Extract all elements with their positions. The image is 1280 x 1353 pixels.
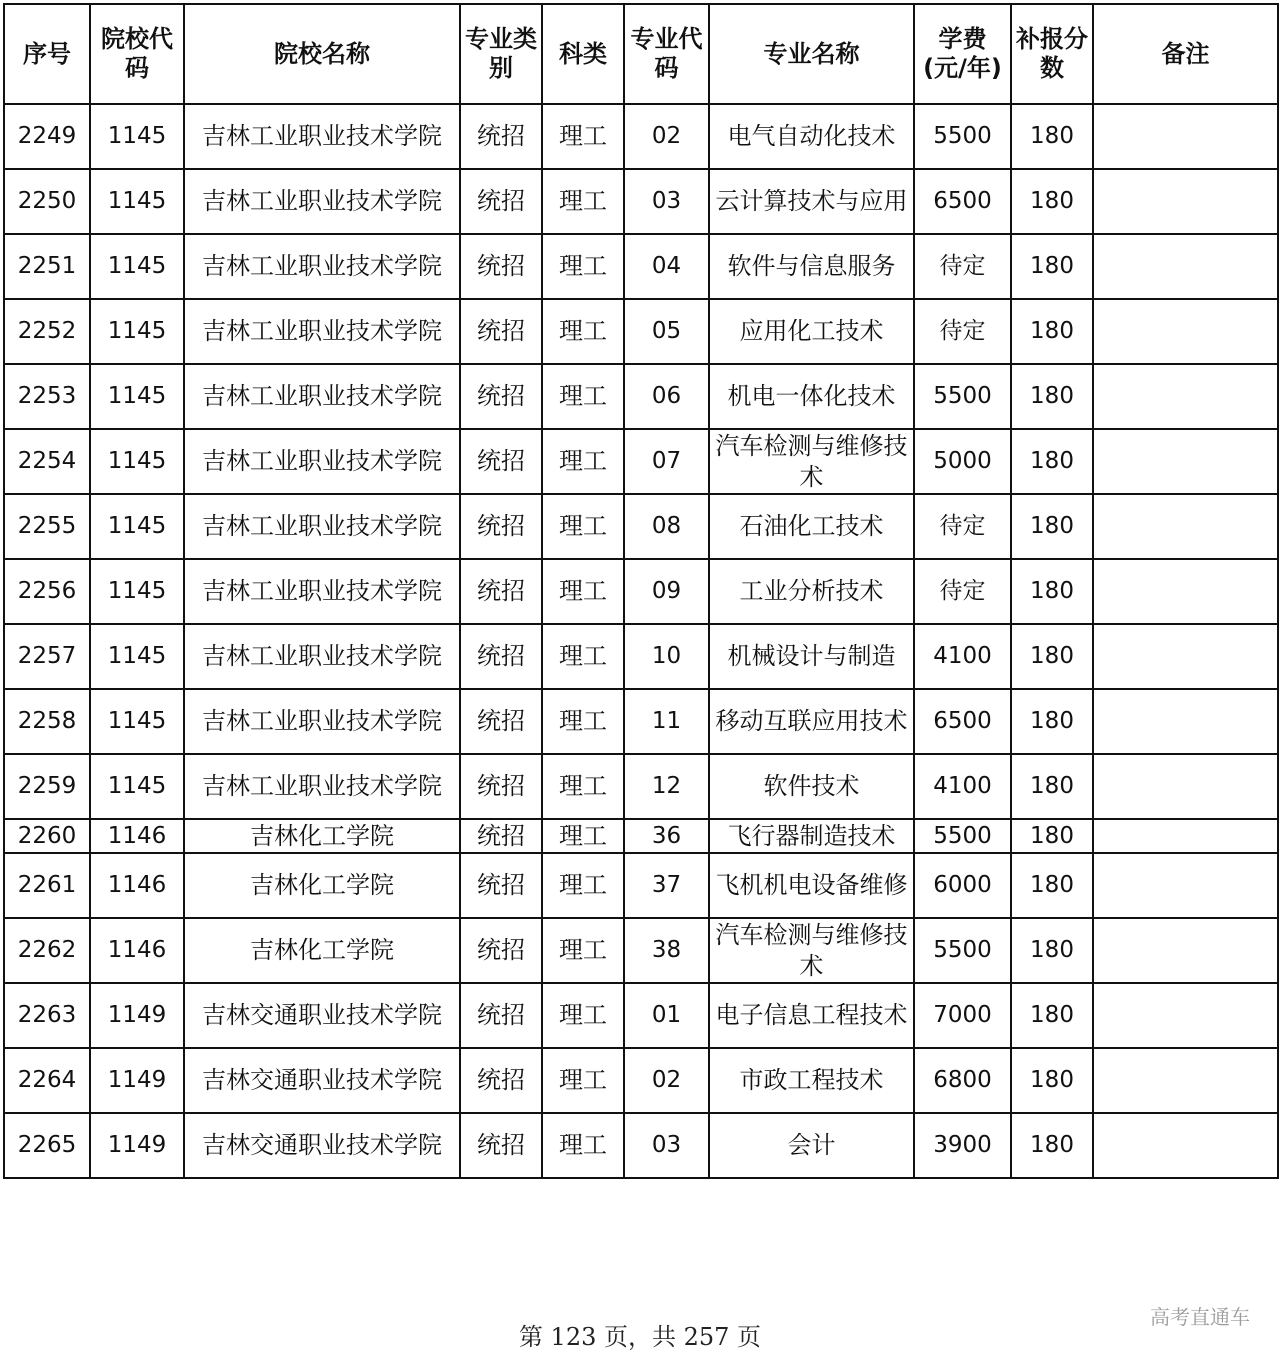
cell-school-code: 1145 (90, 624, 184, 689)
table-body (4, 104, 1278, 1178)
table-row (4, 624, 1278, 689)
cell-seq: 2249 (4, 104, 90, 169)
cell-tuition: 5500 (914, 104, 1011, 169)
cell-score: 180 (1011, 1113, 1093, 1178)
header-major-name: 专业名称 (709, 4, 914, 104)
header-notes: 备注 (1093, 4, 1278, 104)
cell-major-type: 统招 (460, 1113, 542, 1178)
cell-school-name: 吉林工业职业技术学院 (184, 494, 460, 559)
cell-score: 180 (1011, 299, 1093, 364)
cell-major-type: 统招 (460, 104, 542, 169)
header-major-type: 专业类别 (460, 4, 542, 104)
table-row (4, 754, 1278, 819)
cell-major-name: 软件技术 (709, 754, 914, 819)
cell-notes (1093, 299, 1278, 364)
header-school-code: 院校代码 (90, 4, 184, 104)
cell-school-name: 吉林工业职业技术学院 (184, 364, 460, 429)
cell-score: 180 (1011, 754, 1093, 819)
cell-score: 180 (1011, 234, 1093, 299)
cell-notes (1093, 1048, 1278, 1113)
cell-tuition: 5500 (914, 819, 1011, 853)
cell-seq: 2257 (4, 624, 90, 689)
cell-major-code: 08 (624, 494, 709, 559)
cell-notes (1093, 234, 1278, 299)
cell-school-code: 1146 (90, 819, 184, 853)
cell-major-code: 10 (624, 624, 709, 689)
cell-seq: 2250 (4, 169, 90, 234)
cell-major-code: 09 (624, 559, 709, 624)
cell-major-name: 电气自动化技术 (709, 104, 914, 169)
cell-major-name: 机电一体化技术 (709, 364, 914, 429)
cell-major-code: 02 (624, 104, 709, 169)
cell-notes (1093, 559, 1278, 624)
cell-subject: 理工 (542, 234, 624, 299)
cell-school-name: 吉林工业职业技术学院 (184, 169, 460, 234)
cell-school-code: 1145 (90, 559, 184, 624)
cell-school-name: 吉林工业职业技术学院 (184, 624, 460, 689)
cell-school-code: 1145 (90, 104, 184, 169)
cell-major-name: 石油化工技术 (709, 494, 914, 559)
cell-seq: 2251 (4, 234, 90, 299)
cell-subject: 理工 (542, 429, 624, 494)
cell-major-code: 38 (624, 918, 709, 983)
cell-major-name: 移动互联应用技术 (709, 689, 914, 754)
cell-school-code: 1145 (90, 299, 184, 364)
table-row (4, 169, 1278, 234)
cell-seq: 2263 (4, 983, 90, 1048)
cell-major-code: 05 (624, 299, 709, 364)
cell-major-name: 飞行器制造技术 (709, 819, 914, 853)
cell-major-name: 会计 (709, 1113, 914, 1178)
cell-subject: 理工 (542, 364, 624, 429)
table-row (4, 853, 1278, 918)
cell-major-name: 机械设计与制造 (709, 624, 914, 689)
cell-major-type: 统招 (460, 853, 542, 918)
cell-school-code: 1145 (90, 754, 184, 819)
cell-notes (1093, 853, 1278, 918)
cell-major-type: 统招 (460, 983, 542, 1048)
cell-seq: 2260 (4, 819, 90, 853)
cell-major-name: 汽车检测与维修技术 (709, 429, 914, 494)
cell-school-name: 吉林交通职业技术学院 (184, 1048, 460, 1113)
cell-tuition: 待定 (914, 559, 1011, 624)
table-row (4, 494, 1278, 559)
table-row (4, 1048, 1278, 1113)
table-row (4, 234, 1278, 299)
cell-school-code: 1145 (90, 169, 184, 234)
cell-major-code: 01 (624, 983, 709, 1048)
cell-tuition: 5500 (914, 918, 1011, 983)
cell-major-name: 市政工程技术 (709, 1048, 914, 1113)
cell-major-code: 02 (624, 1048, 709, 1113)
cell-major-type: 统招 (460, 234, 542, 299)
cell-notes (1093, 494, 1278, 559)
cell-school-name: 吉林工业职业技术学院 (184, 234, 460, 299)
cell-major-type: 统招 (460, 819, 542, 853)
cell-seq: 2252 (4, 299, 90, 364)
table-row (4, 559, 1278, 624)
cell-score: 180 (1011, 559, 1093, 624)
cell-major-name: 飞机机电设备维修 (709, 853, 914, 918)
cell-subject: 理工 (542, 1113, 624, 1178)
cell-score: 180 (1011, 1048, 1093, 1113)
cell-major-type: 统招 (460, 299, 542, 364)
cell-major-name: 云计算技术与应用 (709, 169, 914, 234)
cell-major-name: 电子信息工程技术 (709, 983, 914, 1048)
admissions-table (3, 3, 1279, 1179)
cell-tuition: 6000 (914, 853, 1011, 918)
cell-school-code: 1145 (90, 364, 184, 429)
cell-school-name: 吉林工业职业技术学院 (184, 429, 460, 494)
cell-notes (1093, 104, 1278, 169)
cell-notes (1093, 983, 1278, 1048)
cell-subject: 理工 (542, 169, 624, 234)
header-score: 补报分数 (1011, 4, 1093, 104)
cell-seq: 2265 (4, 1113, 90, 1178)
cell-tuition: 待定 (914, 234, 1011, 299)
cell-subject: 理工 (542, 1048, 624, 1113)
cell-seq: 2254 (4, 429, 90, 494)
cell-score: 180 (1011, 169, 1093, 234)
cell-score: 180 (1011, 624, 1093, 689)
cell-score: 180 (1011, 689, 1093, 754)
cell-major-type: 统招 (460, 364, 542, 429)
cell-major-name: 应用化工技术 (709, 299, 914, 364)
cell-score: 180 (1011, 429, 1093, 494)
cell-tuition: 5000 (914, 429, 1011, 494)
cell-school-code: 1145 (90, 234, 184, 299)
cell-school-name: 吉林工业职业技术学院 (184, 299, 460, 364)
cell-major-code: 11 (624, 689, 709, 754)
cell-major-type: 统招 (460, 169, 542, 234)
cell-major-type: 统招 (460, 754, 542, 819)
cell-tuition: 7000 (914, 983, 1011, 1048)
header-school-name: 院校名称 (184, 4, 460, 104)
cell-school-name: 吉林工业职业技术学院 (184, 754, 460, 819)
cell-seq: 2262 (4, 918, 90, 983)
table-row (4, 299, 1278, 364)
page-footer: 第 123 页，共 257 页 (518, 1323, 762, 1351)
cell-major-type: 统招 (460, 429, 542, 494)
cell-subject: 理工 (542, 624, 624, 689)
cell-subject: 理工 (542, 494, 624, 559)
cell-tuition: 待定 (914, 299, 1011, 364)
header-tuition: 学费(元/年) (914, 4, 1011, 104)
cell-school-code: 1145 (90, 429, 184, 494)
cell-subject: 理工 (542, 819, 624, 853)
cell-major-code: 03 (624, 1113, 709, 1178)
cell-school-name: 吉林工业职业技术学院 (184, 689, 460, 754)
cell-tuition: 4100 (914, 624, 1011, 689)
cell-tuition: 6500 (914, 169, 1011, 234)
header-subject: 科类 (542, 4, 624, 104)
cell-school-name: 吉林化工学院 (184, 819, 460, 853)
cell-tuition: 6500 (914, 689, 1011, 754)
header-row (4, 4, 1278, 104)
cell-notes (1093, 1113, 1278, 1178)
cell-school-name: 吉林交通职业技术学院 (184, 983, 460, 1048)
cell-major-name: 软件与信息服务 (709, 234, 914, 299)
table-row (4, 983, 1278, 1048)
table-row (4, 918, 1278, 983)
cell-seq: 2259 (4, 754, 90, 819)
cell-major-type: 统招 (460, 494, 542, 559)
cell-seq: 2261 (4, 853, 90, 918)
cell-seq: 2264 (4, 1048, 90, 1113)
cell-school-code: 1149 (90, 1048, 184, 1113)
table-row (4, 104, 1278, 169)
cell-notes (1093, 364, 1278, 429)
cell-major-code: 04 (624, 234, 709, 299)
cell-subject: 理工 (542, 689, 624, 754)
cell-notes (1093, 429, 1278, 494)
cell-seq: 2253 (4, 364, 90, 429)
cell-school-name: 吉林化工学院 (184, 853, 460, 918)
cell-subject: 理工 (542, 299, 624, 364)
cell-school-name: 吉林工业职业技术学院 (184, 104, 460, 169)
table-row (4, 429, 1278, 494)
cell-tuition: 待定 (914, 494, 1011, 559)
cell-school-code: 1145 (90, 494, 184, 559)
cell-score: 180 (1011, 853, 1093, 918)
cell-school-code: 1149 (90, 983, 184, 1048)
cell-subject: 理工 (542, 559, 624, 624)
cell-major-code: 12 (624, 754, 709, 819)
cell-subject: 理工 (542, 983, 624, 1048)
cell-score: 180 (1011, 494, 1093, 559)
cell-subject: 理工 (542, 853, 624, 918)
cell-subject: 理工 (542, 918, 624, 983)
cell-notes (1093, 754, 1278, 819)
table-row (4, 819, 1278, 853)
cell-major-code: 06 (624, 364, 709, 429)
cell-school-code: 1145 (90, 689, 184, 754)
cell-seq: 2256 (4, 559, 90, 624)
cell-tuition: 4100 (914, 754, 1011, 819)
cell-score: 180 (1011, 819, 1093, 853)
cell-school-code: 1149 (90, 1113, 184, 1178)
cell-major-type: 统招 (460, 918, 542, 983)
cell-notes (1093, 819, 1278, 853)
cell-major-type: 统招 (460, 1048, 542, 1113)
cell-subject: 理工 (542, 754, 624, 819)
cell-school-code: 1146 (90, 918, 184, 983)
header-major-code: 专业代码 (624, 4, 709, 104)
cell-major-code: 37 (624, 853, 709, 918)
cell-major-type: 统招 (460, 689, 542, 754)
table-row (4, 1113, 1278, 1178)
cell-major-code: 07 (624, 429, 709, 494)
cell-major-name: 工业分析技术 (709, 559, 914, 624)
watermark: 高考直通车 (1150, 1305, 1250, 1329)
cell-subject: 理工 (542, 104, 624, 169)
cell-notes (1093, 689, 1278, 754)
cell-school-name: 吉林工业职业技术学院 (184, 559, 460, 624)
cell-school-name: 吉林交通职业技术学院 (184, 1113, 460, 1178)
cell-major-type: 统招 (460, 559, 542, 624)
cell-major-type: 统招 (460, 624, 542, 689)
cell-score: 180 (1011, 104, 1093, 169)
cell-major-name: 汽车检测与维修技术 (709, 918, 914, 983)
cell-notes (1093, 169, 1278, 234)
cell-score: 180 (1011, 983, 1093, 1048)
cell-tuition: 3900 (914, 1113, 1011, 1178)
cell-score: 180 (1011, 364, 1093, 429)
cell-seq: 2258 (4, 689, 90, 754)
cell-major-code: 03 (624, 169, 709, 234)
header-seq: 序号 (4, 4, 90, 104)
cell-notes (1093, 918, 1278, 983)
cell-score: 180 (1011, 918, 1093, 983)
cell-school-name: 吉林化工学院 (184, 918, 460, 983)
cell-tuition: 6800 (914, 1048, 1011, 1113)
cell-seq: 2255 (4, 494, 90, 559)
cell-notes (1093, 624, 1278, 689)
cell-major-code: 36 (624, 819, 709, 853)
table-row (4, 364, 1278, 429)
table-row (4, 689, 1278, 754)
cell-tuition: 5500 (914, 364, 1011, 429)
cell-school-code: 1146 (90, 853, 184, 918)
